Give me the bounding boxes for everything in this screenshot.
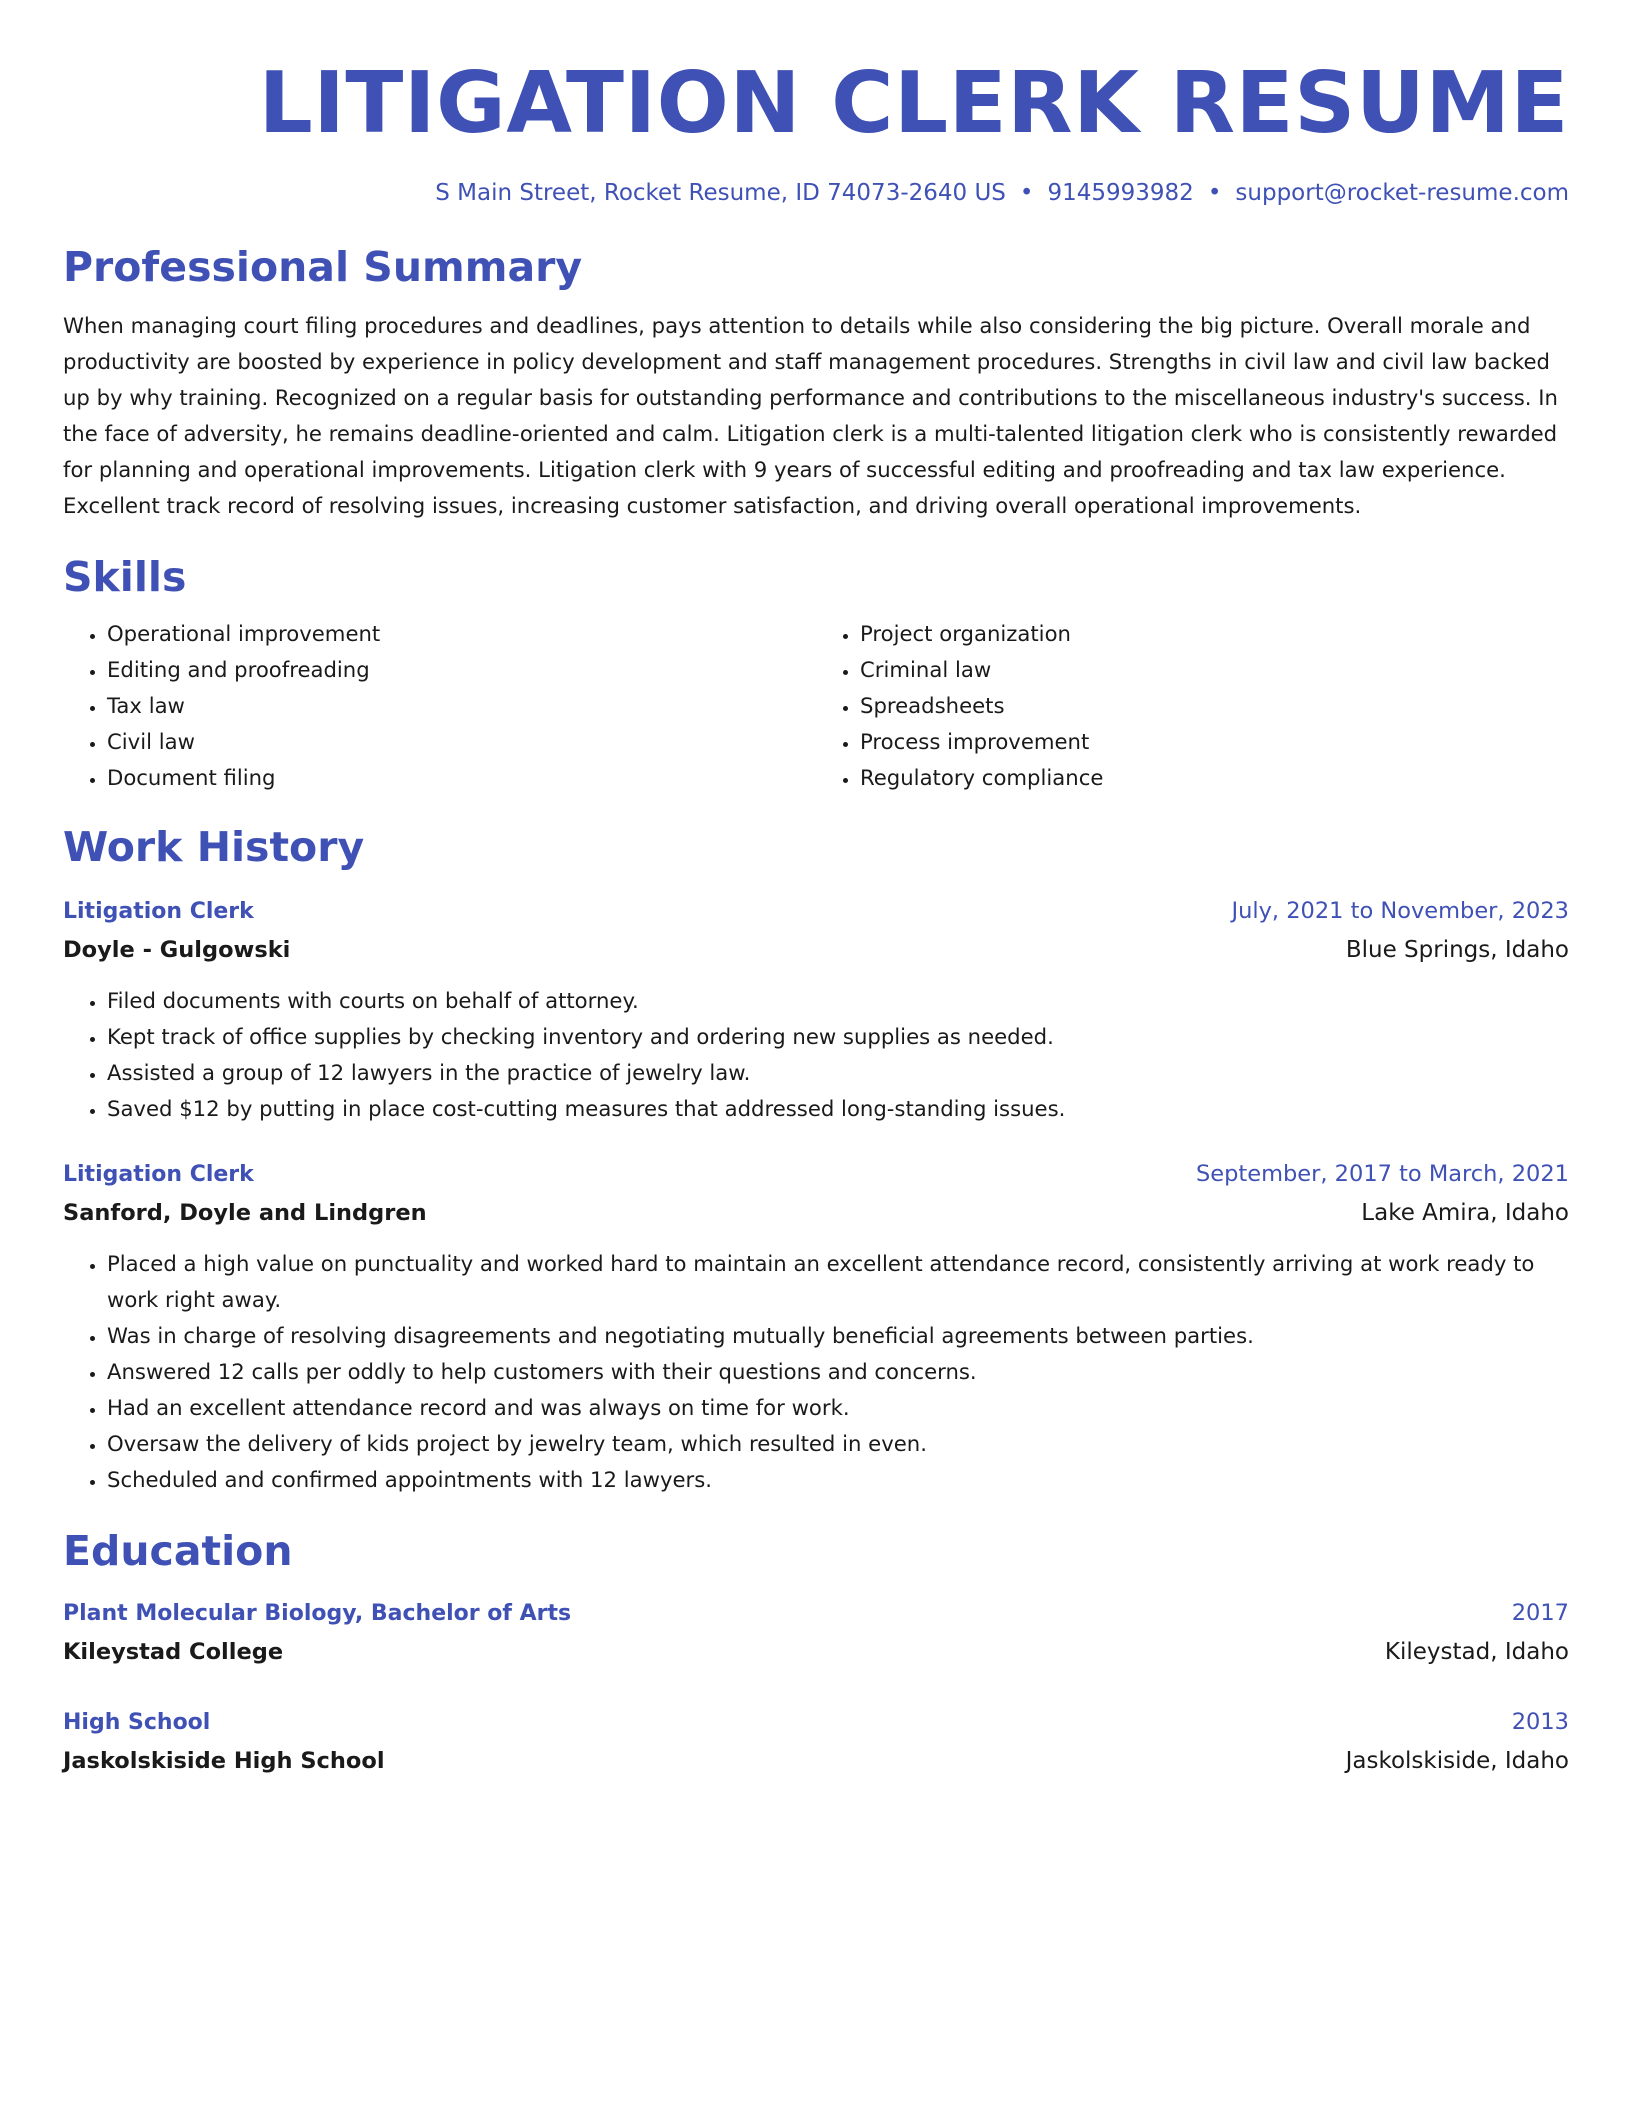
skill-item: • Document filing [107, 760, 816, 796]
education-header-row [63, 1703, 1569, 1742]
contact-separator: • [1207, 180, 1222, 206]
skills-list-left [63, 616, 816, 796]
job-bullet: • Was in charge of resolving disagreements and negotiating mutually beneficial agreements between parties. [107, 1318, 1569, 1354]
skill-item: • Tax law [107, 688, 816, 724]
skill-item: • Regulatory compliance [860, 760, 1569, 796]
job-location: Lake Amira, Idaho [1361, 1200, 1569, 1226]
job-entry [63, 1155, 1569, 1498]
job-company: Doyle - Gulgowski [63, 937, 291, 963]
skill-item: • Criminal law [860, 652, 1569, 688]
job-bullet: • Saved $12 by putting in place cost-cutting measures that addressed long-standing issues. [107, 1091, 1569, 1127]
job-bullet: • Had an excellent attendance record and was always on time for work. [107, 1390, 1569, 1426]
skills-columns [63, 616, 1569, 796]
education-section [63, 1526, 1569, 1780]
section-title-summary: Professional Summary [63, 243, 583, 291]
resume-header [63, 54, 1569, 208]
education-school: Jaskolskiside High School [63, 1748, 385, 1774]
summary-text: When managing court filing procedures and deadlines, pays attention to details while also considering the big picture. Overall morale and productivity are boosted by experience in policy development and staff management procedures. Strengths in civil law and civil law backed up by why training. Recognized on a regular basis for outstanding performance and contributions to the miscellaneous industry's success. In the face of adversity, he remains deadline-oriented and calm. Litigation clerk is a multi-talented litigation clerk who is consistently rewarded for planning and operational improvements. Litigation clerk with 9 years of successful editing and proofreading and tax law experience. Excellent track record of resolving issues, increasing customer satisfaction, and driving overall operational improvements. [63, 313, 1558, 518]
job-location: Blue Springs, Idaho [1345, 937, 1569, 963]
education-year: 2017 [1511, 1600, 1569, 1626]
skill-item: • Spreadsheets [860, 688, 1569, 724]
skill-item: • Project organization [860, 616, 1569, 652]
job-bullets [63, 1246, 1569, 1498]
job-bullet: • Assisted a group of 12 lawyers in the practice of jewelry law. [107, 1055, 1569, 1091]
resume-title: LITIGATION CLERK RESUME [258, 54, 1569, 153]
section-title-skills: Skills [63, 553, 187, 601]
job-bullet: • Scheduled and confirmed appointments with 12 lawyers. [107, 1462, 1569, 1498]
contact-phone[interactable]: 9145993982 [1047, 180, 1194, 206]
job-title: Litigation Clerk [63, 1162, 254, 1187]
education-location: Kileystad, Idaho [1384, 1639, 1569, 1665]
job-bullet: • Placed a high value on punctuality and worked hard to maintain an excellent attendance record, consistently arriving at work ready to work right away. [107, 1246, 1569, 1318]
job-dates: July, 2021 to November, 2023 [1231, 898, 1569, 924]
job-header-row [63, 1155, 1569, 1194]
work-history-section [63, 822, 1569, 1498]
skill-item: • Editing and proofreading [107, 652, 816, 688]
job-header-row [63, 892, 1569, 931]
contact-address: S Main Street, Rocket Resume, ID 74073-2640 US [435, 180, 1006, 206]
education-entry [63, 1703, 1569, 1780]
job-title: Litigation Clerk [63, 899, 254, 924]
education-school-row [63, 1742, 1569, 1780]
contact-line [63, 178, 1569, 208]
education-year: 2013 [1511, 1709, 1569, 1735]
skill-item: • Operational improvement [107, 616, 816, 652]
education-school-row [63, 1633, 1569, 1671]
education-entry [63, 1594, 1569, 1671]
education-school: Kileystad College [63, 1639, 284, 1665]
job-entry [63, 892, 1569, 1127]
contact-separator: • [1019, 180, 1034, 206]
job-company-row [63, 931, 1569, 969]
skills-section [63, 552, 1569, 796]
job-bullet: • Oversaw the delivery of kids project by jewelry team, which resulted in even. [107, 1426, 1569, 1462]
section-title-education: Education [63, 1527, 293, 1575]
job-company-row [63, 1194, 1569, 1232]
job-bullets [63, 983, 1569, 1127]
skills-list-right [816, 616, 1569, 796]
education-degree: High School [63, 1710, 211, 1735]
education-location: Jaskolskiside, Idaho [1345, 1748, 1569, 1774]
skill-item: • Process improvement [860, 724, 1569, 760]
education-degree: Plant Molecular Biology, Bachelor of Arts [63, 1601, 572, 1626]
professional-summary-section [63, 242, 1569, 524]
skill-item: • Civil law [107, 724, 816, 760]
job-dates: September, 2017 to March, 2021 [1196, 1161, 1569, 1187]
section-title-work-history: Work History [63, 823, 365, 871]
job-bullet: • Kept track of office supplies by checking inventory and ordering new supplies as needed. [107, 1019, 1569, 1055]
education-header-row [63, 1594, 1569, 1633]
contact-email[interactable]: support@rocket-resume.com [1235, 180, 1569, 206]
job-bullet: • Answered 12 calls per oddly to help customers with their questions and concerns. [107, 1354, 1569, 1390]
job-bullet: • Filed documents with courts on behalf of attorney. [107, 983, 1569, 1019]
job-company: Sanford, Doyle and Lindgren [63, 1200, 427, 1226]
